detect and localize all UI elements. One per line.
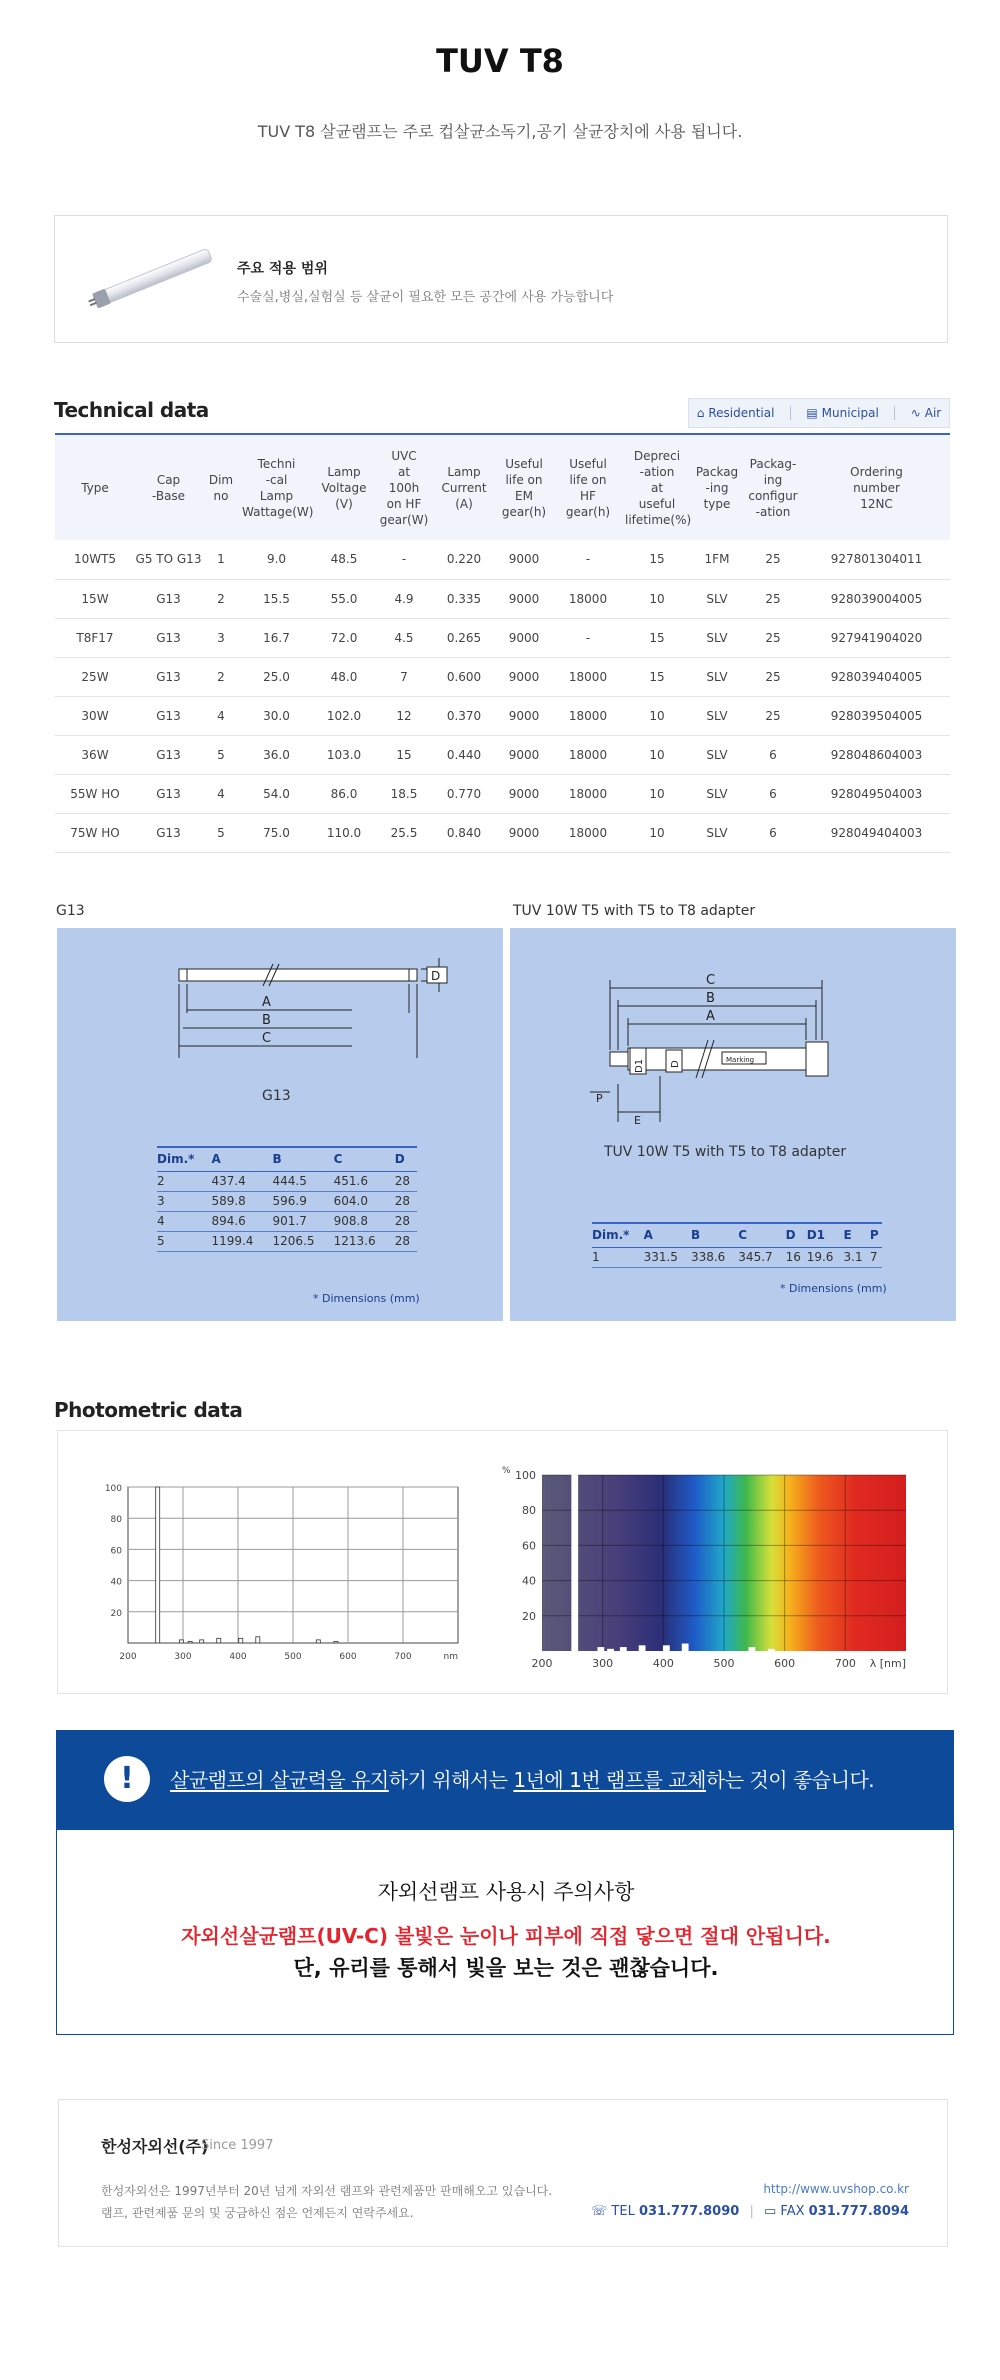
table-cell: G13: [135, 657, 202, 696]
g13-panel: [57, 928, 503, 1321]
fax-icon: ▭: [763, 2204, 777, 2219]
banner-text-part: 하는 것이 좋습니다.: [705, 1768, 875, 1792]
column-header: Type: [55, 434, 135, 540]
table-cell: 6: [743, 774, 803, 813]
table-cell: 927801304011: [803, 540, 950, 579]
column-header: Cap -Base: [135, 434, 202, 540]
table-cell: 9.0: [240, 540, 313, 579]
y-tick-label: 60: [522, 1539, 536, 1553]
table-cell: G13: [135, 579, 202, 618]
caution-warning: 자외선살균램프(UV-C) 불빛은 눈이나 피부에 직접 닿으면 절대 안됩니다.: [181, 1924, 831, 1948]
table-cell: 0.840: [433, 813, 495, 852]
y-axis-label: %: [502, 1466, 511, 1476]
x-tick-label: 400: [652, 1657, 674, 1670]
dim-header: A: [211, 1147, 272, 1171]
lamp-image: [85, 238, 215, 322]
page-subtitle: TUV T8 살균램프는 주로 컵살균소독기,공기 살균장치에 사용 됩니다.: [257, 122, 743, 141]
column-header: Packag -ing type: [691, 434, 743, 540]
x-tick-label: 500: [284, 1652, 302, 1662]
y-tick-label: 60: [110, 1546, 122, 1557]
t5-dim-c: C: [706, 973, 716, 988]
table-cell: 55.0: [313, 579, 375, 618]
table-cell: 0.335: [433, 579, 495, 618]
spectral-line-bar: [188, 1641, 192, 1643]
g13-dim-d: D: [431, 969, 441, 983]
banner-text-part: 1년에 1번 램프를 교체: [513, 1768, 706, 1792]
dim-cell: 908.8: [334, 1211, 395, 1231]
table-cell: SLV: [691, 735, 743, 774]
table-cell: 0.265: [433, 618, 495, 657]
table-cell: G13: [135, 774, 202, 813]
dim-row: [157, 1171, 417, 1191]
building-icon: ▤: [806, 406, 818, 420]
table-row: [55, 735, 950, 774]
table-cell: 18000: [553, 735, 623, 774]
table-cell: 15: [623, 540, 691, 579]
dim-cell: 28: [395, 1211, 417, 1231]
table-cell: 18000: [553, 813, 623, 852]
table-cell: 9000: [495, 618, 553, 657]
spectral-line-bar: [608, 1649, 614, 1651]
table-cell: G5 TO G13: [135, 540, 202, 579]
table-cell: SLV: [691, 696, 743, 735]
house-icon: ⌂: [696, 406, 705, 420]
column-header: Ordering number 12NC: [803, 434, 950, 540]
g13-dim-table: [157, 1146, 417, 1252]
spectral-line-bar: [663, 1646, 669, 1651]
table-cell: 6: [743, 813, 803, 852]
spectral-line-bar: [217, 1638, 221, 1643]
g13-dim-a: A: [262, 995, 271, 1010]
table-cell: 25W: [55, 657, 135, 696]
company-description: [101, 2180, 552, 2224]
dim-cell: 451.6: [334, 1171, 395, 1191]
table-cell: 55W HO: [55, 774, 135, 813]
table-cell: 16.7: [240, 618, 313, 657]
phone-icon: ☏: [591, 2204, 608, 2219]
y-tick-label: 80: [110, 1515, 122, 1526]
dim-header: D: [786, 1223, 807, 1247]
tel-number[interactable]: 031.777.8090: [638, 2204, 740, 2219]
table-cell: 1FM: [691, 540, 743, 579]
table-cell: -: [375, 540, 433, 579]
t5-dim-e: E: [634, 1114, 641, 1127]
dim-header: C: [738, 1223, 785, 1247]
table-cell: 15: [623, 618, 691, 657]
dim-row: [592, 1247, 882, 1267]
t5-dim-p: P: [596, 1092, 603, 1105]
t5-dim-a: A: [706, 1009, 715, 1024]
table-cell: 4.9: [375, 579, 433, 618]
dim-header: Dim.*: [592, 1223, 644, 1247]
y-tick-label: 40: [522, 1574, 536, 1588]
table-cell: 9000: [495, 774, 553, 813]
application-box: [54, 215, 948, 343]
x-tick-label: 200: [531, 1657, 553, 1670]
table-row: [55, 579, 950, 618]
table-cell: 9000: [495, 657, 553, 696]
table-cell: 25.0: [240, 657, 313, 696]
dim-cell: 2: [157, 1171, 211, 1191]
t5-dim-table: [592, 1222, 882, 1268]
spectral-line-bar: [256, 1637, 260, 1643]
table-cell: G13: [135, 735, 202, 774]
x-tick-label: nm: [443, 1652, 458, 1662]
table-cell: SLV: [691, 774, 743, 813]
table-cell: G13: [135, 696, 202, 735]
tag-municipal[interactable]: [806, 406, 878, 420]
table-cell: 25: [743, 579, 803, 618]
table-cell: 86.0: [313, 774, 375, 813]
column-header: UVC at 100h on HF gear(W): [375, 434, 433, 540]
y-tick-label: 100: [104, 1484, 122, 1494]
spectral-line-bar: [200, 1640, 204, 1643]
table-cell: 6: [743, 735, 803, 774]
photometric-box: [57, 1430, 948, 1694]
dim-cell: 338.6: [691, 1247, 738, 1267]
caution-box: [56, 1830, 954, 2035]
table-cell: G13: [135, 618, 202, 657]
banner-text-part: 살균램프의 살균력을 유지: [170, 1768, 389, 1792]
tag-residential[interactable]: [697, 406, 775, 420]
table-cell: 0.370: [433, 696, 495, 735]
website-link[interactable]: http://www.uvshop.co.kr: [763, 2182, 909, 2196]
dim-row: [157, 1231, 417, 1251]
table-cell: 30.0: [240, 696, 313, 735]
chart-spectrum: [488, 1465, 938, 1675]
table-cell: 36W: [55, 735, 135, 774]
table-row: [55, 813, 950, 852]
company-since: Since 1997: [201, 2138, 274, 2153]
technical-table: [55, 433, 950, 853]
dim-cell: 28: [395, 1231, 417, 1251]
table-cell: SLV: [691, 813, 743, 852]
dim-header: D: [395, 1147, 417, 1171]
spectral-line-bar: [239, 1638, 243, 1643]
table-cell: 10: [623, 813, 691, 852]
dim-cell: 28: [395, 1191, 417, 1211]
t5-drawing-label: TUV 10W T5 with T5 to T8 adapter: [604, 1144, 847, 1160]
table-cell: 103.0: [313, 735, 375, 774]
table-cell: SLV: [691, 657, 743, 696]
table-cell: 54.0: [240, 774, 313, 813]
table-cell: 4: [202, 696, 240, 735]
dim-header: C: [334, 1147, 395, 1171]
g13-dim-note: * Dimensions (mm): [313, 1292, 420, 1305]
dim-cell: 437.4: [211, 1171, 272, 1191]
dim-header: A: [644, 1223, 691, 1247]
column-header: Depreci -ation at useful lifetime(%): [623, 434, 691, 540]
table-cell: 9000: [495, 813, 553, 852]
column-header: Techni -cal Lamp Wattage(W): [240, 434, 313, 540]
table-cell: 10: [623, 774, 691, 813]
y-tick-label: 100: [515, 1469, 536, 1482]
dim-cell: 345.7: [738, 1247, 785, 1267]
dim-row: [157, 1211, 417, 1231]
table-cell: 928049504003: [803, 774, 950, 813]
table-cell: 0.440: [433, 735, 495, 774]
photometric-heading: Photometric data: [54, 1398, 243, 1422]
x-tick-label: 200: [119, 1652, 137, 1662]
column-header: Useful life on EM gear(h): [495, 434, 553, 540]
company-desc-line: 램프, 관련제품 문의 및 궁금하신 점은 언제든지 연락주세요.: [101, 2206, 414, 2220]
dim-cell: 19.6: [807, 1247, 844, 1267]
table-cell: 9000: [495, 579, 553, 618]
t5-dim-d: D: [670, 1060, 681, 1068]
column-header: Packag- ing configur -ation: [743, 434, 803, 540]
table-cell: 25.5: [375, 813, 433, 852]
table-row: [55, 540, 950, 579]
spectral-line-bar: [682, 1644, 688, 1651]
table-cell: 928048604003: [803, 735, 950, 774]
table-cell: 0.220: [433, 540, 495, 579]
dim-cell: 589.8: [211, 1191, 272, 1211]
spectral-line-bar: [639, 1646, 645, 1651]
x-tick-label: 700: [394, 1652, 412, 1662]
table-cell: 10: [623, 696, 691, 735]
table-cell: G13: [135, 813, 202, 852]
dim-cell: 4: [157, 1211, 211, 1231]
wave-icon: ∿: [910, 406, 921, 420]
dim-row: [157, 1191, 417, 1211]
table-cell: 18000: [553, 774, 623, 813]
tel-label: TEL: [611, 2204, 635, 2219]
x-tick-label: 300: [592, 1657, 614, 1670]
table-cell: 0.600: [433, 657, 495, 696]
table-cell: 25: [743, 696, 803, 735]
table-cell: 18000: [553, 657, 623, 696]
table-cell: 15: [623, 657, 691, 696]
table-cell: 15.5: [240, 579, 313, 618]
t5-caption: TUV 10W T5 with T5 to T8 adapter: [513, 903, 756, 919]
g13-dim-b: B: [262, 1013, 271, 1028]
x-tick-label: 600: [339, 1652, 357, 1662]
dim-cell: 3.1: [844, 1247, 870, 1267]
spectral-line-bar: [749, 1647, 755, 1651]
table-cell: 928049404003: [803, 813, 950, 852]
spectral-line-bar: [334, 1641, 338, 1643]
table-cell: 48.5: [313, 540, 375, 579]
table-cell: 0.770: [433, 774, 495, 813]
column-header: Dim no: [202, 434, 240, 540]
x-tick-label: 300: [174, 1652, 192, 1662]
table-cell: SLV: [691, 579, 743, 618]
table-cell: 30W: [55, 696, 135, 735]
x-tick-label: 400: [229, 1652, 247, 1662]
t5-dim-note: * Dimensions (mm): [780, 1282, 887, 1295]
dim-header: Dim.*: [157, 1147, 211, 1171]
t5-marking-label: Marking: [726, 1056, 755, 1064]
table-cell: 25: [743, 657, 803, 696]
t5-dim-d1: D1: [634, 1058, 645, 1073]
application-heading: 주요 적용 범위: [237, 261, 328, 277]
spectral-line-bar: [572, 1475, 578, 1651]
table-cell: 9000: [495, 735, 553, 774]
table-cell: 18.5: [375, 774, 433, 813]
table-cell: 4.5: [375, 618, 433, 657]
table-cell: 10WT5: [55, 540, 135, 579]
dim-header: P: [870, 1223, 882, 1247]
x-tick-label: λ [nm]: [869, 1657, 906, 1670]
column-header: Useful life on HF gear(h): [553, 434, 623, 540]
table-row: [55, 657, 950, 696]
replacement-banner-text: [170, 1764, 874, 1793]
y-tick-label: 20: [110, 1608, 122, 1619]
dim-cell: 1213.6: [334, 1231, 395, 1251]
table-cell: 927941904020: [803, 618, 950, 657]
table-cell: 5: [202, 813, 240, 852]
spectral-line-bar: [179, 1640, 183, 1643]
spectral-line-bar: [316, 1640, 320, 1643]
x-tick-label: 600: [774, 1657, 796, 1670]
g13-dim-c: C: [262, 1031, 272, 1046]
table-cell: 110.0: [313, 813, 375, 852]
table-cell: 2: [202, 657, 240, 696]
tag-label: Municipal: [821, 406, 879, 420]
x-tick-label: 500: [713, 1657, 735, 1670]
page-title: TUV T8: [436, 42, 564, 80]
table-cell: 2: [202, 579, 240, 618]
table-cell: 1: [202, 540, 240, 579]
spectral-line-bar: [598, 1647, 604, 1651]
dim-cell: 604.0: [334, 1191, 395, 1211]
fax-number[interactable]: 031.777.8094: [808, 2204, 909, 2219]
table-cell: 9000: [495, 540, 553, 579]
dim-cell: 16: [786, 1247, 807, 1267]
category-tags: [688, 398, 950, 428]
table-cell: 4: [202, 774, 240, 813]
dim-cell: 444.5: [273, 1171, 334, 1191]
chart-mono: [78, 1471, 478, 1671]
table-cell: 15: [375, 735, 433, 774]
table-cell: 72.0: [313, 618, 375, 657]
exclamation-icon: !: [104, 1756, 150, 1802]
table-cell: 48.0: [313, 657, 375, 696]
table-cell: 5: [202, 735, 240, 774]
column-header: Lamp Voltage (V): [313, 434, 375, 540]
table-cell: 25: [743, 618, 803, 657]
dim-cell: 901.7: [273, 1211, 334, 1231]
table-cell: 928039004005: [803, 579, 950, 618]
table-cell: 10: [623, 579, 691, 618]
contact-line: ☏ TEL 031.777.8090 | ▭ FAX 031.777.8094: [591, 2204, 909, 2219]
company-desc-line: 한성자외선은 1997년부터 20년 넘게 자외선 램프와 관련제품만 판매해오고 있습니다.: [101, 2184, 553, 2198]
dim-cell: 331.5: [644, 1247, 691, 1267]
banner-text-part: 하기 위해서는: [388, 1768, 514, 1792]
table-row: [55, 618, 950, 657]
table-cell: 18000: [553, 696, 623, 735]
x-tick-label: 700: [834, 1657, 856, 1670]
table-cell: -: [553, 540, 623, 579]
dim-cell: 1: [592, 1247, 644, 1267]
application-description: 수술실,병실,실험실 등 살균이 필요한 모든 공간에 사용 가능합니다: [237, 290, 614, 305]
table-cell: 15W: [55, 579, 135, 618]
table-cell: 928039404005: [803, 657, 950, 696]
table-cell: 9000: [495, 696, 553, 735]
technical-heading: Technical data: [54, 398, 209, 422]
table-cell: T8F17: [55, 618, 135, 657]
table-cell: -: [553, 618, 623, 657]
dim-cell: 7: [870, 1247, 882, 1267]
caution-title: 자외선램프 사용시 주의사항: [377, 1880, 635, 1904]
dim-cell: 5: [157, 1231, 211, 1251]
table-cell: 928039504005: [803, 696, 950, 735]
dim-cell: 596.9: [273, 1191, 334, 1211]
dim-header: E: [844, 1223, 870, 1247]
caution-note: 단, 유리를 통해서 빛을 보는 것은 괜찮습니다.: [293, 1956, 719, 1980]
dim-header: D1: [807, 1223, 844, 1247]
column-header: Lamp Current (A): [433, 434, 495, 540]
replacement-banner: [56, 1730, 954, 1830]
y-tick-label: 20: [522, 1609, 536, 1623]
dim-cell: 894.6: [211, 1211, 272, 1231]
tag-label: Air: [924, 406, 942, 420]
table-cell: 102.0: [313, 696, 375, 735]
table-cell: 12: [375, 696, 433, 735]
tag-label: Residential: [708, 406, 775, 420]
g13-drawing: [57, 928, 503, 1128]
t5-panel: [510, 928, 956, 1321]
table-cell: 3: [202, 618, 240, 657]
footer: [58, 2099, 948, 2247]
dim-header: B: [273, 1147, 334, 1171]
tag-air[interactable]: [911, 406, 942, 420]
spectral-line-bar: [768, 1649, 774, 1651]
table-cell: 75.0: [240, 813, 313, 852]
table-cell: SLV: [691, 618, 743, 657]
dim-header: B: [691, 1223, 738, 1247]
y-tick-label: 80: [522, 1504, 536, 1518]
y-tick-label: 40: [110, 1577, 122, 1588]
fax-label: FAX: [780, 2204, 805, 2219]
table-cell: 7: [375, 657, 433, 696]
table-row: [55, 696, 950, 735]
dim-cell: 28: [395, 1171, 417, 1191]
table-row: [55, 774, 950, 813]
dim-cell: 1199.4: [211, 1231, 272, 1251]
dim-cell: 1206.5: [273, 1231, 334, 1251]
g13-drawing-label: G13: [262, 1088, 291, 1104]
table-cell: 10: [623, 735, 691, 774]
company-name: 한성자외선(주): [101, 2137, 209, 2156]
table-cell: 18000: [553, 579, 623, 618]
t5-drawing: [510, 928, 956, 1168]
table-cell: 75W HO: [55, 813, 135, 852]
spectral-line-bar: [620, 1647, 626, 1651]
t5-dim-b: B: [706, 991, 715, 1006]
table-cell: 25: [743, 540, 803, 579]
table-cell: 36.0: [240, 735, 313, 774]
spectral-line-bar: [156, 1487, 160, 1643]
dim-cell: 3: [157, 1191, 211, 1211]
g13-caption: G13: [56, 903, 85, 919]
